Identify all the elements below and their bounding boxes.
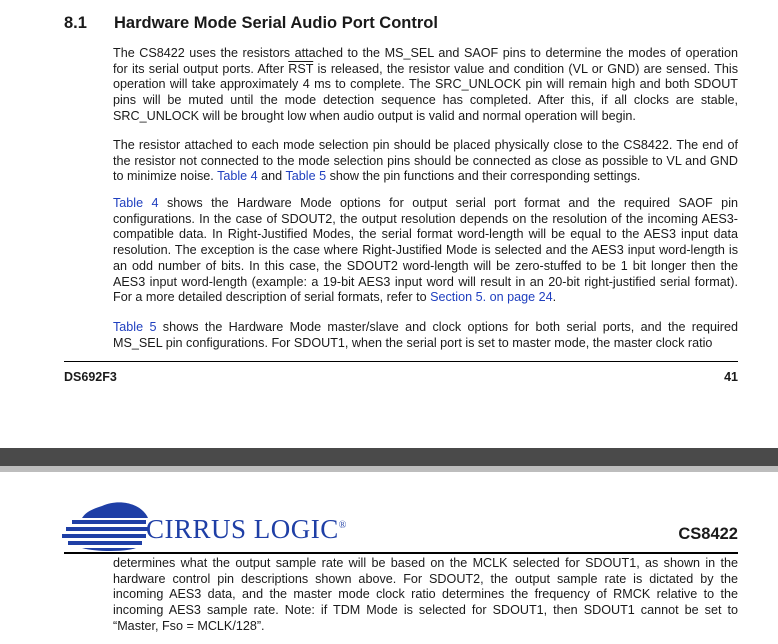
paragraph-1: [113, 46, 738, 125]
section-title: Hardware Mode Serial Audio Port Control: [114, 14, 438, 32]
text: The CS8422 uses the resistors attached to the MS_SEL and SAOF pins to determine the modes of operation for its serial output ports. After: [113, 46, 738, 76]
text: The resistor attached to each mode selection pin should be placed physically close to the CS8422. The end of the resistor not connected to the mode selection pins should be connected as close as possible to VL and GND to minimize noise.: [113, 138, 738, 184]
text: shows the Hardware Mode options for output serial port format and the required SAOF pin configurations. In the case of SDOUT2, the output resolution depends on the resolution of the incoming AES3-compatible data. In Right-Justified Modes, the serial format word-length will be equal to the AES3 input data resolution. The exception is the case where Right-Justified Mode is selected and the AES3 input word-length is an odd number of bits. In this case, the SDOUT2 word-length will be zero-stuffed to be 1 bit longer then the AES3 input word-length (example: a 19-bit AES3 input word will result in an 20-bit right-justified serial format). For a more detailed description of serial formats, refer to: [113, 196, 738, 305]
doc-id: DS692F3: [64, 370, 117, 384]
section-heading: [64, 14, 438, 33]
header-rule: [64, 552, 738, 554]
rst-signal: $\overline{RST}$: [288, 61, 314, 76]
registered-mark: ®: [338, 520, 347, 531]
footer-rule: [64, 361, 738, 362]
section-number: 8.1: [64, 14, 87, 32]
text: shows the Hardware Mode master/slave and clock options for both serial ports, and the required MS_SEL pin configurations. For SDOUT1, when the serial port is set to master mode, the master clock ratio: [113, 320, 739, 350]
logo-text: CIRRUS LOGIC: [146, 514, 339, 544]
paragraph-4: [113, 320, 738, 351]
text: .: [552, 290, 557, 305]
table-4-link[interactable]: Table 4: [217, 169, 258, 184]
page-number: 41: [724, 370, 738, 384]
logo-wordmark: [146, 514, 347, 545]
table-5-link[interactable]: Table 5: [113, 320, 157, 334]
paragraph-3: [113, 196, 738, 306]
text: is released, the resistor value and condition (VL or GND) are sensed. This operation will take approximately 4 ms to complete. The SRC_UNLOCK pin will remain high and both SDOUT pins will be muted until the mode detection sequence has completed. After this, if all clocks are stable, SRC_UNLOCK will be brought low when audio output is valid and normal operation will begin.: [113, 61, 738, 123]
paragraph-5: determines what the output sample rate will be based on the MCLK selected for SDOUT1, as shown in the hardware control pin descriptions shown above. For SDOUT2, the output sample rate is dictated by the incoming AES3 data, and the master mode clock ratio determines the frequency of RMCK relative to the incoming AES3 sample rate. Note: if TDM Mode is selected for SDOUT1, then SDOUT1 cannot be set to “Master, Fso = MCLK/128”.: [113, 556, 738, 633]
table-5-link[interactable]: Table 5: [285, 169, 327, 184]
text: and: [257, 169, 286, 184]
table-4-link[interactable]: Table 4: [113, 196, 159, 210]
paragraph-2: [113, 138, 738, 185]
page-separator: [0, 448, 778, 466]
part-number: CS8422: [678, 525, 738, 543]
section-5-link[interactable]: Section 5. on page 24: [430, 290, 553, 305]
text: show the pin functions and their corresponding settings.: [326, 169, 641, 184]
